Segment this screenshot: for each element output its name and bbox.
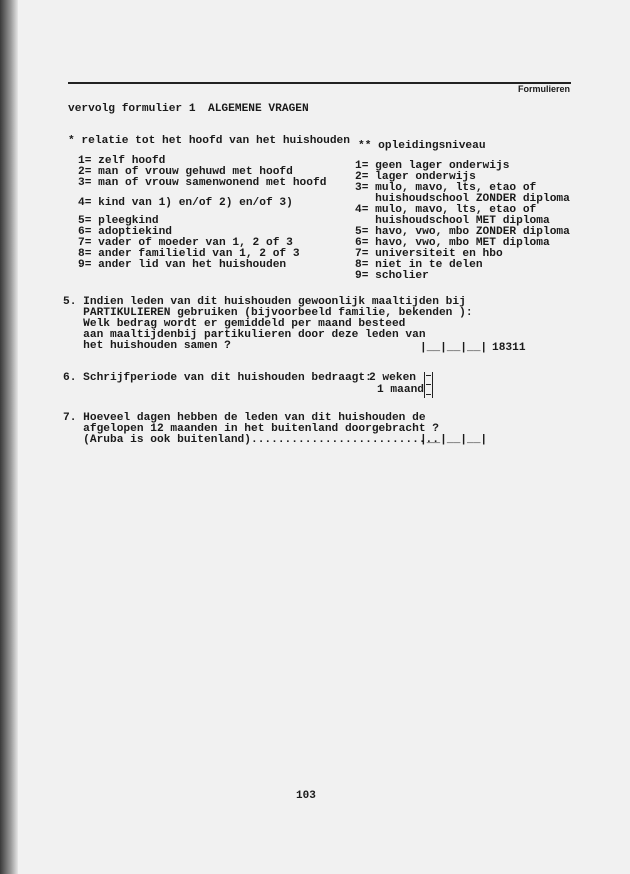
opleiding-item: 3= mulo, mavo, lts, etao of bbox=[355, 182, 537, 194]
relatie-item: 1= zelf hoofd bbox=[78, 155, 166, 167]
question-5-answer-boxes[interactable]: |__|__|__| bbox=[420, 342, 488, 354]
question-7-line: afgelopen 12 maanden in het buitenland doorgebracht ? bbox=[63, 423, 439, 435]
relatie-item: 3= man of vrouw samenwonend met hoofd bbox=[78, 177, 327, 189]
opleiding-item: 1= geen lager onderwijs bbox=[355, 160, 510, 172]
relatie-item: 2= man of vrouw gehuwd met hoofd bbox=[78, 166, 293, 178]
question-6-text: 6. Schrijfperiode van dit huishouden bedraagt: bbox=[63, 372, 372, 384]
header-rule bbox=[68, 82, 571, 84]
opleiding-item: huishoudschool MET diploma bbox=[355, 215, 550, 227]
question-7-line: 7. Hoeveel dagen hebben de leden van dit huishouden de bbox=[63, 412, 426, 424]
relatie-item: 6= adoptiekind bbox=[78, 226, 172, 238]
question-5-line: PARTIKULIEREN gebruiken (bijvoorbeeld familie, bekenden ): bbox=[63, 307, 473, 319]
opleiding-item: huishoudschool ZONDER diploma bbox=[355, 193, 570, 205]
question-7-line: (Aruba is ook buitenland)............................ bbox=[63, 434, 439, 446]
form-heading: ALGEMENE VRAGEN bbox=[208, 103, 309, 115]
relatie-item: 4= kind van 1) en/of 2) en/of 3) bbox=[78, 197, 293, 209]
page-number: 103 bbox=[296, 790, 316, 802]
question-7-answer-boxes[interactable]: |__|__|__| bbox=[420, 434, 488, 446]
question-5-code: 18311 bbox=[492, 342, 526, 354]
question-6-option: 2 weken bbox=[369, 372, 416, 384]
relatie-item: 7= vader of moeder van 1, 2 of 3 bbox=[78, 237, 293, 249]
question-5-line: aan maaltijdenbij partikulieren door deze leden van bbox=[63, 329, 426, 341]
question-6-option: 1 maand bbox=[377, 384, 424, 396]
section-header: Formulieren bbox=[517, 84, 570, 94]
opleiding-item: 8= niet in te delen bbox=[355, 259, 483, 271]
question-6-checkboxes[interactable] bbox=[424, 372, 433, 398]
question-5-line: het huishouden samen ? bbox=[63, 340, 231, 352]
relatie-item: 8= ander familielid van 1, 2 of 3 bbox=[78, 248, 300, 260]
opleiding-item: 2= lager onderwijs bbox=[355, 171, 476, 183]
question-5-line: 5. Indien leden van dit huishouden gewoonlijk maaltijden bij bbox=[63, 296, 466, 308]
opleiding-heading: ** opleidingsniveau bbox=[358, 140, 486, 152]
relatie-item: 9= ander lid van het huishouden bbox=[78, 259, 287, 271]
opleiding-item: 6= havo, vwo, mbo MET diploma bbox=[355, 237, 550, 249]
question-5-line: Welk bedrag wordt er gemiddeld per maand besteed bbox=[63, 318, 406, 330]
binding-edge bbox=[0, 0, 18, 874]
relatie-heading: * relatie tot het hoofd van het huishouden bbox=[68, 135, 350, 147]
opleiding-item: 4= mulo, mavo, lts, etao of bbox=[355, 204, 537, 216]
opleiding-item: 7= universiteit en hbo bbox=[355, 248, 503, 260]
opleiding-item: 5= havo, vwo, mbo ZONDER diploma bbox=[355, 226, 570, 238]
relatie-item: 5= pleegkind bbox=[78, 215, 159, 227]
opleiding-item: 9= scholier bbox=[355, 270, 429, 282]
form-label: vervolg formulier 1 bbox=[68, 103, 196, 115]
